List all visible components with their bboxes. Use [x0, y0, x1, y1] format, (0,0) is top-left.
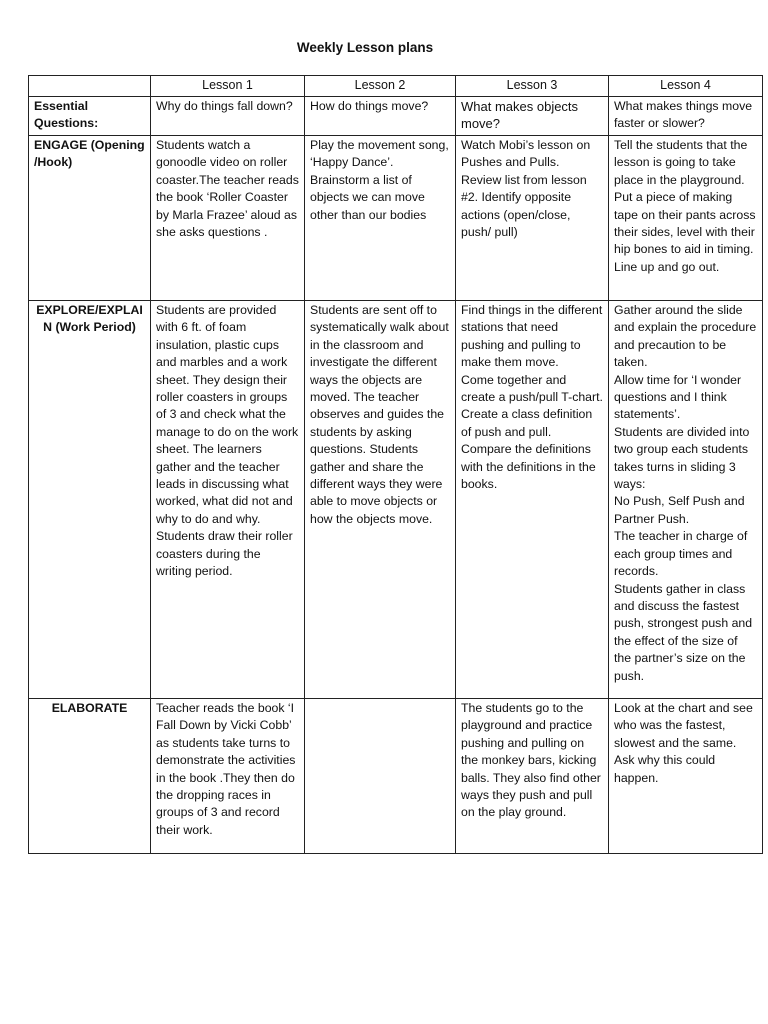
table-row-essential-questions: [29, 97, 763, 136]
header-cell-empty: [29, 76, 151, 97]
cell-lesson-2-engage: Play the movement song, ‘Happy Dance’. Brainstorm a list of objects we can move other than our bodies: [305, 136, 456, 301]
row-label-essential-questions: Essential Questions:: [29, 97, 151, 136]
header-lesson-2: Lesson 2: [305, 76, 456, 97]
cell-lesson-2-elaborate: [305, 699, 456, 854]
cell-lesson-1-engage: Students watch a gonoodle video on roller coaster.The teacher reads the book ‘Roller Coaster by Marla Frazee’ aloud as she asks questions .: [151, 136, 305, 301]
cell-lesson-3-explore: Find things in the different stations that need pushing and pulling to make them move. Come together and create a push/pull T-chart. Create a class definition of push and pull. Compare the definitions with the definitions in the books.: [456, 301, 609, 699]
cell-lesson-2-explore: Students are sent off to systematically walk about in the classroom and investigate the different ways the objects are moved. The teacher observes and guides the students by asking questions. Students gather and share the different ways they were able to move objects or how the objects move.: [305, 301, 456, 699]
header-lesson-1: Lesson 1: [151, 76, 305, 97]
row-label-explore-explain: EXPLORE/EXPLAIN (Work Period): [29, 301, 151, 699]
cell-lesson-2-question: How do things move?: [305, 97, 456, 136]
cell-lesson-3-engage: Watch Mobi’s lesson on Pushes and Pulls. Review list from lesson #2. Identify opposite actions (open/close, push/ pull): [456, 136, 609, 301]
cell-lesson-1-question: Why do things fall down?: [151, 97, 305, 136]
header-lesson-3: Lesson 3: [456, 76, 609, 97]
cell-lesson-4-question: What makes things move faster or slower?: [609, 97, 763, 136]
document-title: Weekly Lesson plans: [296, 40, 434, 55]
header-lesson-4: Lesson 4: [609, 76, 763, 97]
row-label-elaborate: ELABORATE: [29, 699, 151, 854]
table-header-row: [29, 76, 763, 97]
table-row-engage: [29, 136, 763, 301]
cell-lesson-3-question: What makes objects move?: [456, 97, 609, 136]
lesson-plan-table: [28, 75, 763, 854]
cell-lesson-4-engage: Tell the students that the lesson is going to take place in the playground. Put a piece of making tape on their pants across their sides, level with their hip bones to aid in timing. Line up and go out.: [609, 136, 763, 301]
table-row-explore-explain: [29, 301, 763, 699]
cell-lesson-1-elaborate: Teacher reads the book ‘I Fall Down by Vicki Cobb’ as students take turns to demonstrate the activities in the book .They then do the dropping races in groups of 3 and record their work.: [151, 699, 305, 854]
cell-lesson-4-explore: Gather around the slide and explain the procedure and precaution to be taken. Allow time for ‘I wonder questions and I think statements’. Students are divided into two group each students takes turns in sliding 3 ways: No Push, Self Push and Partner Push. The teacher in charge of each group times and records. Students gather in class and discuss the fastest push, strongest push and the effect of the size of the partner’s size on the push.: [609, 301, 763, 699]
cell-lesson-3-elaborate: The students go to the playground and practice pushing and pulling on the monkey bars, kicking balls. They also find other ways they push and pull on the play ground.: [456, 699, 609, 854]
cell-lesson-1-explore: Students are provided with 6 ft. of foam insulation, plastic cups and marbles and a work sheet. They design their roller coasters in groups of 3 and check what the manage to do on the work sheet. The learners gather and the teacher leads in discussing what worked, what did not and why to do and why. Students draw their roller coasters during the writing period.: [151, 301, 305, 699]
table-row-elaborate: [29, 699, 763, 854]
cell-lesson-4-elaborate: Look at the chart and see who was the fastest, slowest and the same. Ask why this could happen.: [609, 699, 763, 854]
row-label-engage: ENGAGE (Opening /Hook): [29, 136, 151, 301]
